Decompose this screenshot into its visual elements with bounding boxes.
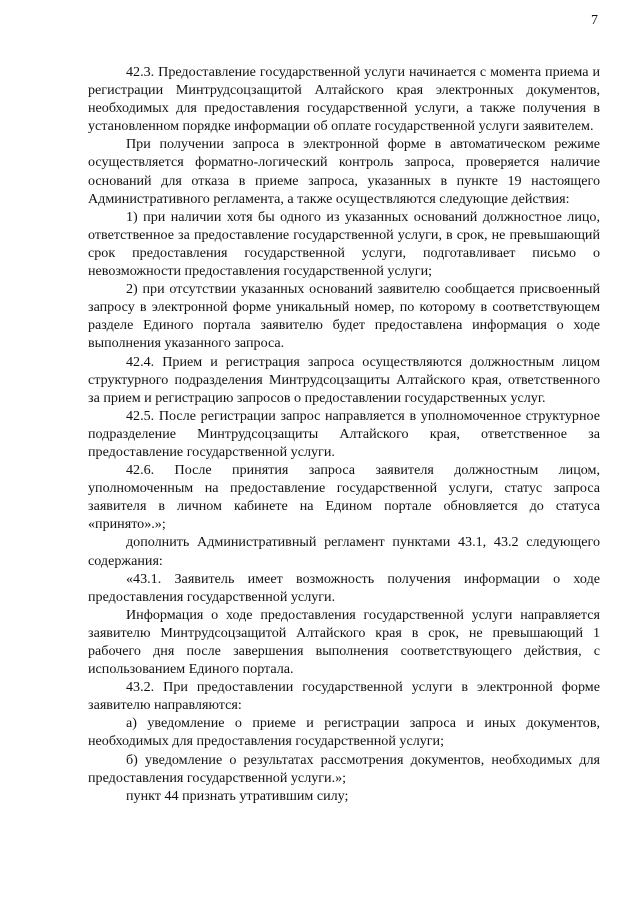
paragraph-42-5: 42.5. После регистрации запрос направляется в уполномоченное структурное подразделение Минтрудсоцзащиты Алтайского края, ответственное за предоставление государственной услуги.: [88, 407, 600, 460]
list-item-b: б) уведомление о результатах рассмотрения документов, необходимых для предоставления государственной услуги.»;: [88, 751, 600, 786]
paragraph-42-4: 42.4. Прием и регистрация запроса осуществляются должностным лицом структурного подразделения Минтрудсоцзащиты Алтайского края, ответственного за прием и регистрацию запросов о предоставлении государственных услуг.: [88, 353, 600, 406]
paragraph-43-1: «43.1. Заявитель имеет возможность получения информации о ходе предоставления государственной услуги.: [88, 570, 600, 605]
page-number: 7: [591, 13, 598, 28]
paragraph-42-3: 42.3. Предоставление государственной услуги начинается с момента приема и регистрации Минтрудсоцзащитой Алтайского края электронных документов, необходимых для предоставления государственной услуги, а также получения в установленном порядке информации об оплате государственной услуги заявителем.: [88, 64, 600, 135]
paragraph-amendment: дополнить Административный регламент пунктами 43.1, 43.2 следующего содержания:: [88, 534, 600, 569]
paragraph-electronic-request: При получении запроса в электронной форме в автоматическом режиме осуществляется форматно-логический контроль запроса, проверяется наличие оснований для отказа в приеме запроса, указанных в пункте 19 настоящего Административного регламента, а также осуществляются следующие действия:: [88, 136, 600, 207]
paragraph-43-2: 43.2. При предоставлении государственной услуги в электронной форме заявителю направляются:: [88, 679, 600, 714]
list-item-a: а) уведомление о приеме и регистрации запроса и иных документов, необходимых для предоставления государственной услуги;: [88, 715, 600, 750]
list-item-2: 2) при отсутствии указанных оснований заявителю сообщается присвоенный запросу в электронной форме уникальный номер, по которому в соответствующем разделе Единого портала заявителю будет предоставлена информация о ходе выполнения указанного запроса.: [88, 281, 600, 352]
paragraph-42-6: 42.6. После принятия запроса заявителя должностным лицом, уполномоченным на предоставление государственной услуги, статус запроса заявителя в личном кабинете на Едином портале обновляется до статуса «принято».»;: [88, 462, 600, 533]
paragraph-44-repeal: пункт 44 признать утратившим силу;: [126, 787, 349, 804]
document-body: [88, 63, 600, 805]
list-item-1: 1) при наличии хотя бы одного из указанных оснований должностное лицо, ответственное за предоставление государственной услуги, в срок, не превышающий срок предоставления государственной услуги, подготавливает письмо о невозможности предоставления государственной услуги;: [88, 208, 600, 280]
paragraph-progress-info: Информация о ходе предоставления государственной услуги направляется заявителю Минтрудсоцзащитой Алтайского края в срок, не превышающий 1 рабочего дня после завершения выполнения соответствующего действия, с использованием Единого портала.: [88, 606, 600, 678]
